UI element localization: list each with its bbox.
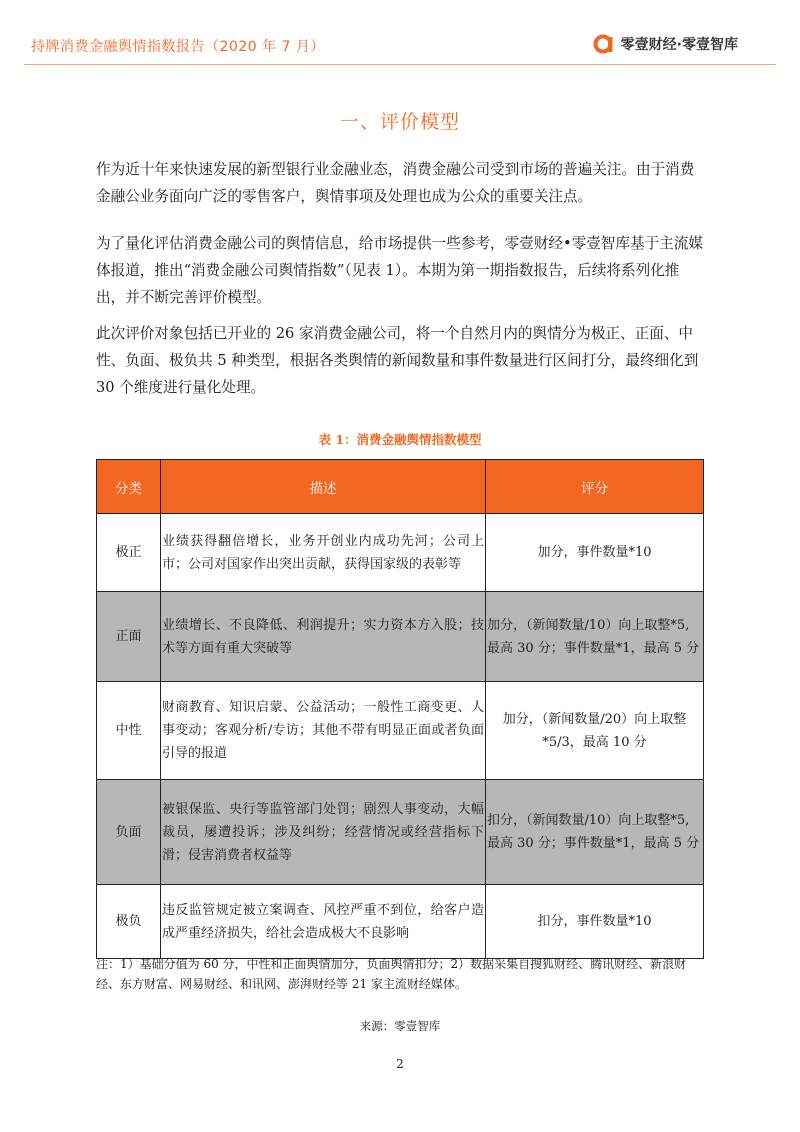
row-description: 违反监管规定被立案调查、风控严重不到位，给客户造成严重经济损失，给社会造成极大不良影响 <box>161 885 486 959</box>
paragraph-method: 此次评价对象包括已开业的 26 家消费金融公司，将一个自然月内的舆情分为极正、正面、中性、负面、极负共 5 种类型，根据各类舆情的新闻数量和事件数量进行区间打分，最终细化到 30 个维度进行量化处理。 <box>96 325 699 396</box>
row-description: 业绩增长、不良降低、利润提升；实力资本方入股；技术等方面有重大突破等 <box>161 592 486 682</box>
paragraph-intro: 作为近十年来快速发展的新型银行业金融业态，消费金融公司受到市场的普遍关注。由于消费金融公业务面向广泛的零售客户，舆情事项及处理也成为公众的重要关注点。 <box>96 161 695 205</box>
row-score: 加分，（新闻数量/10）向上取整*5,最高 30 分；事件数量*1，最高 5 分 <box>486 592 704 682</box>
row-description: 业绩获得翻倍增长，业务开创业内成功先河；公司上市；公司对国家作出突出贡献，获得国家级的表彰等 <box>161 514 486 592</box>
section-title: 一、评价模型 <box>339 111 460 133</box>
table-notes: 注：1）基础分值为 60 分，中性和正面舆情加分，负面舆情扣分；2）数据采集自搜狐财经、腾讯财经、新浪财经、东方财富、网易财经、和讯网、澎湃财经等 21 家主流财经媒体。 <box>96 957 687 991</box>
brand <box>593 33 738 55</box>
header-description: 描述 <box>161 460 486 514</box>
row-score: 扣分，（新闻数量/10）向上取整*5,最高 30 分；事件数量*1，最高 5 分 <box>486 780 704 885</box>
row-category: 正面 <box>97 592 161 682</box>
row-category: 极正 <box>97 514 161 592</box>
brand-logo-icon <box>593 33 615 55</box>
row-category: 极负 <box>97 885 161 959</box>
report-header-title: 持牌消费金融舆情指数报告（2020 年 7 月） <box>31 39 325 55</box>
source-note: 来源：零壹智库 <box>359 1019 441 1033</box>
table-row <box>97 780 704 885</box>
table-row <box>97 682 704 780</box>
header-divider <box>24 64 776 65</box>
table-row <box>97 885 704 959</box>
model-table <box>96 459 704 959</box>
row-category: 中性 <box>97 682 161 780</box>
row-score: 扣分，事件数量*10 <box>486 885 704 959</box>
table-header-row <box>97 460 704 514</box>
table-caption: 表 1：消费金融舆情指数模型 <box>318 432 482 447</box>
table-row <box>97 592 704 682</box>
brand-name: 零壹财经·零壹智库 <box>620 37 738 53</box>
row-score: 加分，事件数量*10 <box>486 514 704 592</box>
page-number: 2 <box>396 1057 404 1071</box>
header-category: 分类 <box>97 460 161 514</box>
row-description: 被银保监、央行等监管部门处罚；剧烈人事变动，大幅裁员，屡遭投诉；涉及纠纷；经营情况或经营指标下滑；侵害消费者权益等 <box>161 780 486 885</box>
row-description: 财商教育、知识启蒙、公益活动；一般性工商变更、人事变动；客观分析/专访；其他不带有明显正面或者负面引导的报道 <box>161 682 486 780</box>
paragraph-purpose: 为了量化评估消费金融公司的舆情信息，给市场提供一些参考，零壹财经•零壹智库基于主流媒体报道，推出“消费金融公司舆情指数”（见表 1）。本期为第一期指数报告，后续将系列化推出，并不断完善评价模型。 <box>96 235 703 306</box>
row-score: 加分，（新闻数量/20）向上取整*5/3，最高 10 分 <box>486 682 704 780</box>
header-score: 评分 <box>486 460 704 514</box>
table-row <box>97 514 704 592</box>
row-category: 负面 <box>97 780 161 885</box>
